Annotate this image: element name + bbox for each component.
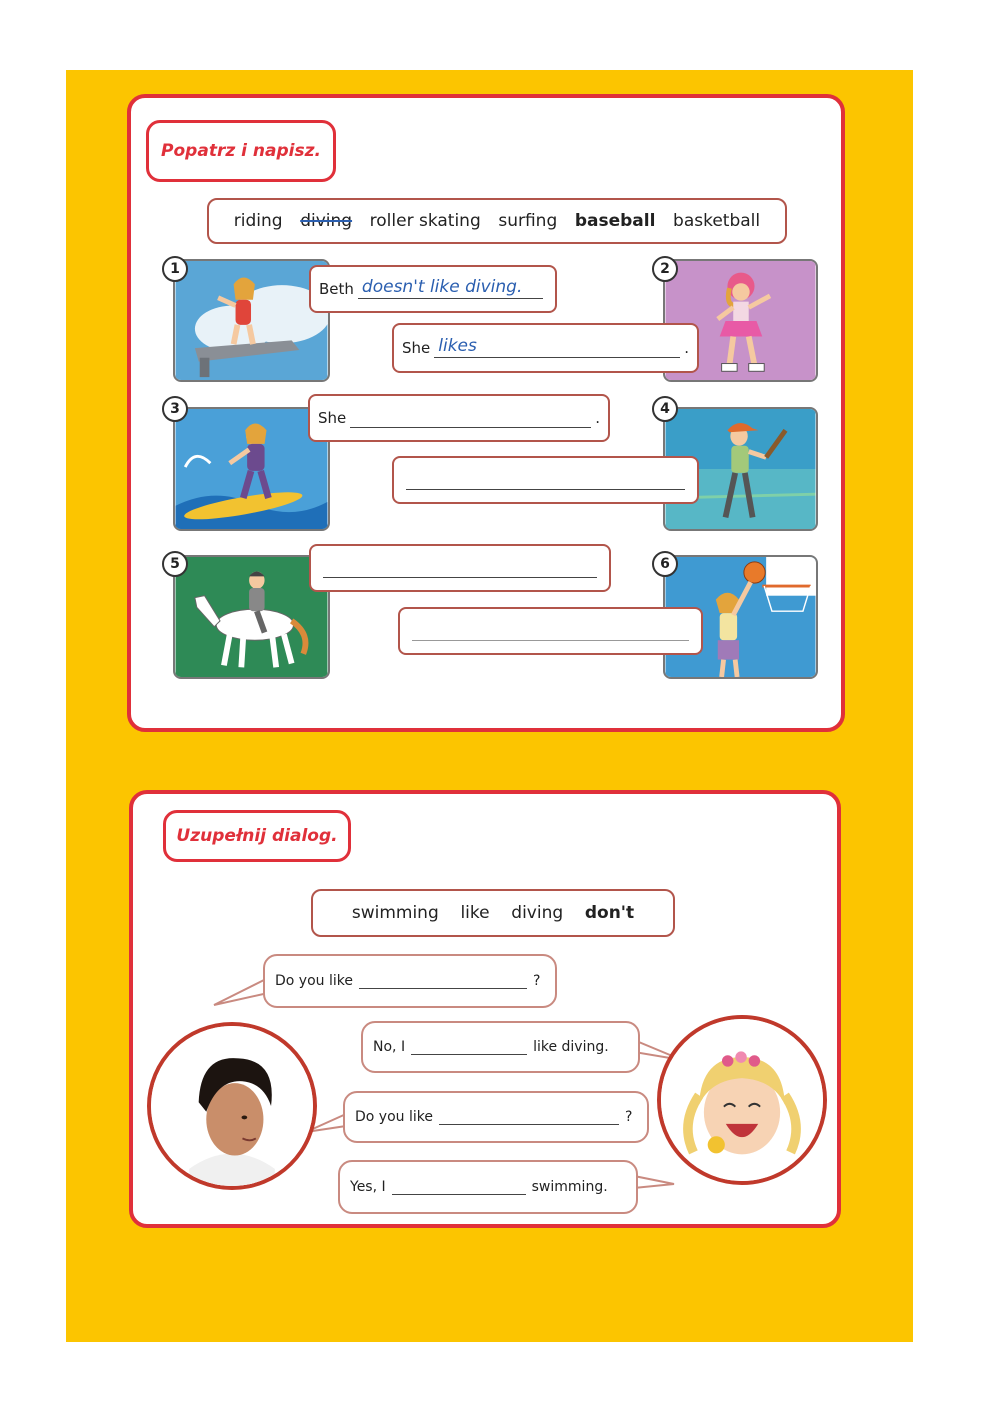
word-diving: diving bbox=[300, 211, 353, 231]
word-bank-1 bbox=[207, 198, 787, 244]
answer-6-line[interactable] bbox=[412, 622, 689, 641]
dialog-line-2[interactable] bbox=[361, 1021, 640, 1073]
item-number-6: 6 bbox=[652, 551, 678, 577]
word-swimming: swimming bbox=[351, 903, 439, 923]
word-basketball: basketball bbox=[673, 211, 761, 231]
exercise-2-title-text: Uzupełnij dialog. bbox=[176, 826, 338, 846]
boy-portrait bbox=[147, 1022, 317, 1190]
answer-box-2[interactable] bbox=[392, 323, 699, 373]
dialog-1-after: ? bbox=[532, 973, 541, 989]
dialog-4-after: swimming. bbox=[531, 1179, 608, 1195]
answer-box-5[interactable] bbox=[309, 544, 611, 592]
girl-portrait bbox=[657, 1015, 827, 1185]
answer-3-suffix: . bbox=[595, 409, 600, 427]
answer-box-1[interactable] bbox=[309, 265, 557, 313]
item-number-4: 4 bbox=[652, 396, 678, 422]
answer-2-handwriting: likes bbox=[438, 335, 477, 356]
surfing-girl-icon bbox=[173, 407, 330, 531]
word-dont: don't bbox=[584, 903, 635, 923]
exercise-1-title bbox=[146, 120, 336, 182]
word-diving-2: diving bbox=[511, 903, 564, 923]
answer-1-handwriting: doesn't like diving. bbox=[361, 276, 523, 297]
dialog-3-after: ? bbox=[624, 1109, 633, 1125]
horse-riding-icon bbox=[173, 555, 330, 679]
dialog-4-before: Yes, I bbox=[350, 1179, 386, 1195]
diving-girl-icon bbox=[173, 259, 330, 382]
word-roller-skating: roller skating bbox=[369, 211, 481, 231]
dialog-2-blank[interactable] bbox=[411, 1040, 527, 1055]
answer-5-line[interactable] bbox=[323, 559, 597, 578]
answer-box-6[interactable] bbox=[398, 607, 703, 655]
item-number-3: 3 bbox=[162, 396, 188, 422]
exercise-2-title bbox=[163, 810, 351, 862]
word-bank-2 bbox=[311, 889, 675, 937]
dialog-3-before: Do you like bbox=[355, 1109, 433, 1125]
dialog-line-4[interactable] bbox=[338, 1160, 638, 1214]
answer-2-line[interactable] bbox=[434, 335, 680, 358]
answer-box-4[interactable] bbox=[392, 456, 699, 504]
answer-box-3[interactable] bbox=[308, 394, 610, 442]
answer-2-suffix: . bbox=[684, 339, 689, 357]
dialog-line-1[interactable] bbox=[263, 954, 557, 1008]
word-like: like bbox=[460, 903, 490, 923]
word-surfing: surfing bbox=[498, 211, 558, 231]
answer-1-line[interactable] bbox=[358, 276, 543, 299]
answer-2-prefix: She bbox=[402, 339, 431, 357]
dialog-4-blank[interactable] bbox=[392, 1180, 526, 1195]
answer-3-prefix: She bbox=[318, 409, 347, 427]
item-number-2: 2 bbox=[652, 256, 678, 282]
exercise-1-title-text: Popatrz i napisz. bbox=[161, 141, 321, 161]
item-number-1: 1 bbox=[162, 256, 188, 282]
dialog-2-after: like diving. bbox=[533, 1039, 609, 1055]
word-riding: riding bbox=[233, 211, 283, 231]
dialog-3-blank[interactable] bbox=[439, 1110, 619, 1125]
answer-3-line[interactable] bbox=[350, 409, 591, 428]
word-baseball: baseball bbox=[574, 211, 656, 231]
answer-1-prefix: Beth bbox=[319, 280, 354, 298]
dialog-1-blank[interactable] bbox=[359, 974, 527, 989]
dialog-2-before: No, I bbox=[373, 1039, 406, 1055]
answer-4-line[interactable] bbox=[406, 471, 685, 490]
dialog-line-3[interactable] bbox=[343, 1091, 649, 1143]
item-number-5: 5 bbox=[162, 551, 188, 577]
dialog-1-before: Do you like bbox=[275, 973, 353, 989]
